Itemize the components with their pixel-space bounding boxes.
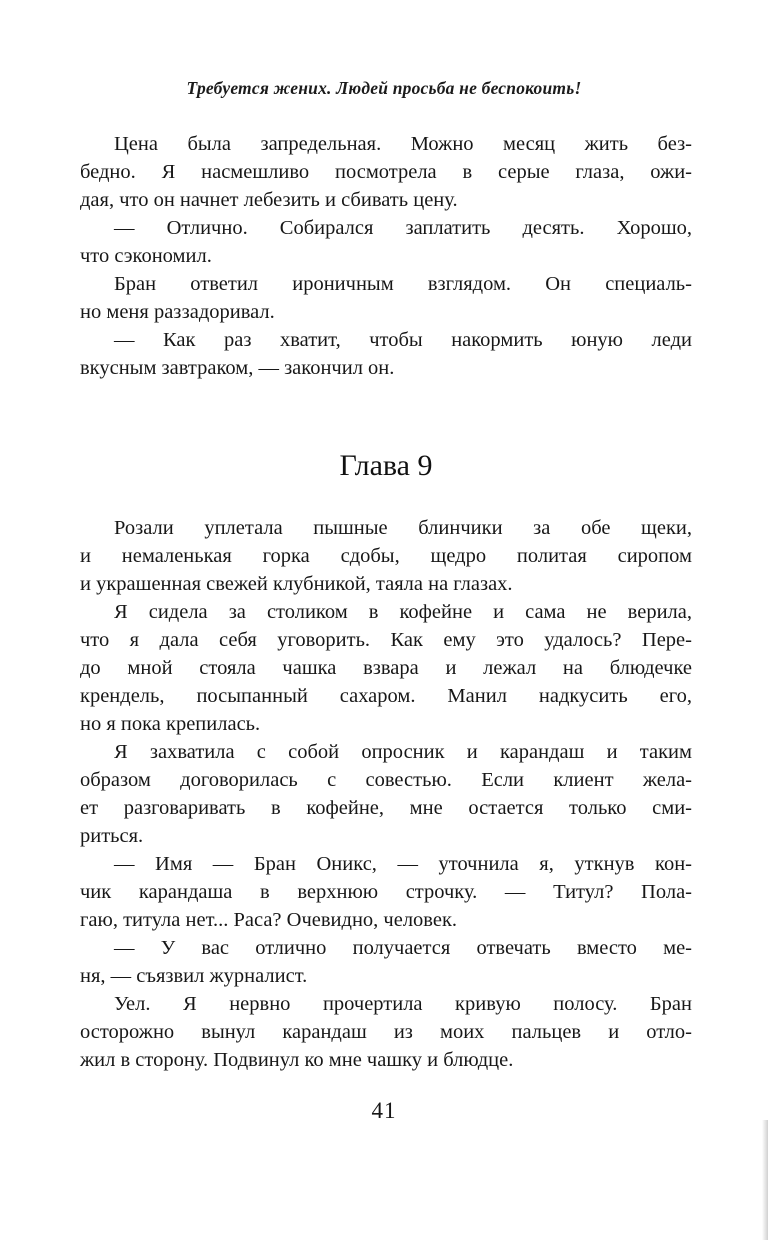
text-line: Цена была запредельная. Можно месяц жить без- (114, 133, 692, 155)
paragraph (80, 514, 692, 598)
running-header: Требуется жених. Людей просьба не беспокоить! (186, 78, 582, 98)
text-line: гаю, титула нет... Раса? Очевидно, человек. (80, 909, 458, 931)
text-line: осторожно вынул карандаш из моих пальцев и отло- (80, 1021, 692, 1043)
text-line: жил в сторону. Подвинул ко мне чашку и блюдце. (80, 1049, 514, 1071)
paragraph (80, 214, 692, 270)
text-line: Я захватила с собой опросник и карандаш и таким (114, 741, 692, 763)
paragraph (80, 270, 692, 326)
text-line: — У вас отлично получается отвечать вместо ме- (114, 937, 692, 959)
text-line: Я сидела за столиком в кофейне и сама не верила, (114, 601, 692, 623)
page-number: 41 (371, 1098, 397, 1123)
paragraph (80, 990, 692, 1074)
text-line: что сэкономил. (80, 245, 212, 267)
text-line: крендель, посыпанный сахаром. Манил надкусить его, (80, 685, 692, 707)
paragraph (80, 598, 692, 738)
scan-edge-shadow (762, 1120, 768, 1240)
text-line: вкусным завтраком, — закончил он. (80, 357, 395, 379)
text-line: и украшенная свежей клубникой, таяла на глазах. (80, 573, 513, 595)
text-line: дая, что он начнет лебезить и сбивать цену. (80, 189, 458, 211)
text-line: чик карандаша в верхнюю строчку. — Титул? Пола- (80, 881, 692, 903)
paragraph (80, 738, 692, 850)
text-line: риться. (80, 825, 144, 847)
text-line: и немаленькая горка сдобы, щедро политая сиропом (80, 545, 692, 567)
paragraph (80, 934, 692, 990)
paragraph (80, 326, 692, 382)
text-line: Уел. Я нервно прочертила кривую полосу. Бран (114, 993, 692, 1015)
text-line: но я пока крепилась. (80, 713, 261, 735)
text-line: но меня раззадоривал. (80, 301, 275, 323)
text-line: ет разговаривать в кофейне, мне остается только сми- (80, 797, 692, 819)
text-line: ня, — съязвил журналист. (80, 965, 308, 987)
paragraph (80, 130, 692, 214)
text-line: Бран ответил ироничным взглядом. Он специаль- (114, 273, 692, 295)
body-text (80, 130, 692, 1074)
text-line: Розали уплетала пышные блинчики за обе щеки, (114, 517, 692, 539)
text-line: — Имя — Бран Оникс, — уточнила я, уткнув кон- (114, 853, 692, 875)
text-line: что я дала себя уговорить. Как ему это удалось? Пере- (80, 629, 692, 651)
text-line: образом договорилась с совестью. Если клиент жела- (80, 769, 692, 791)
text-line: до мной стояла чашка взвара и лежал на блюдечке (80, 657, 692, 679)
paragraph (80, 850, 692, 934)
text-line: — Как раз хватит, чтобы накормить юную леди (114, 329, 692, 351)
text-line: — Отлично. Собирался заплатить десять. Хорошо, (114, 217, 692, 239)
text-line: бедно. Я насмешливо посмотрела в серые глаза, ожи- (80, 161, 692, 183)
chapter-heading: Глава 9 (339, 449, 433, 482)
